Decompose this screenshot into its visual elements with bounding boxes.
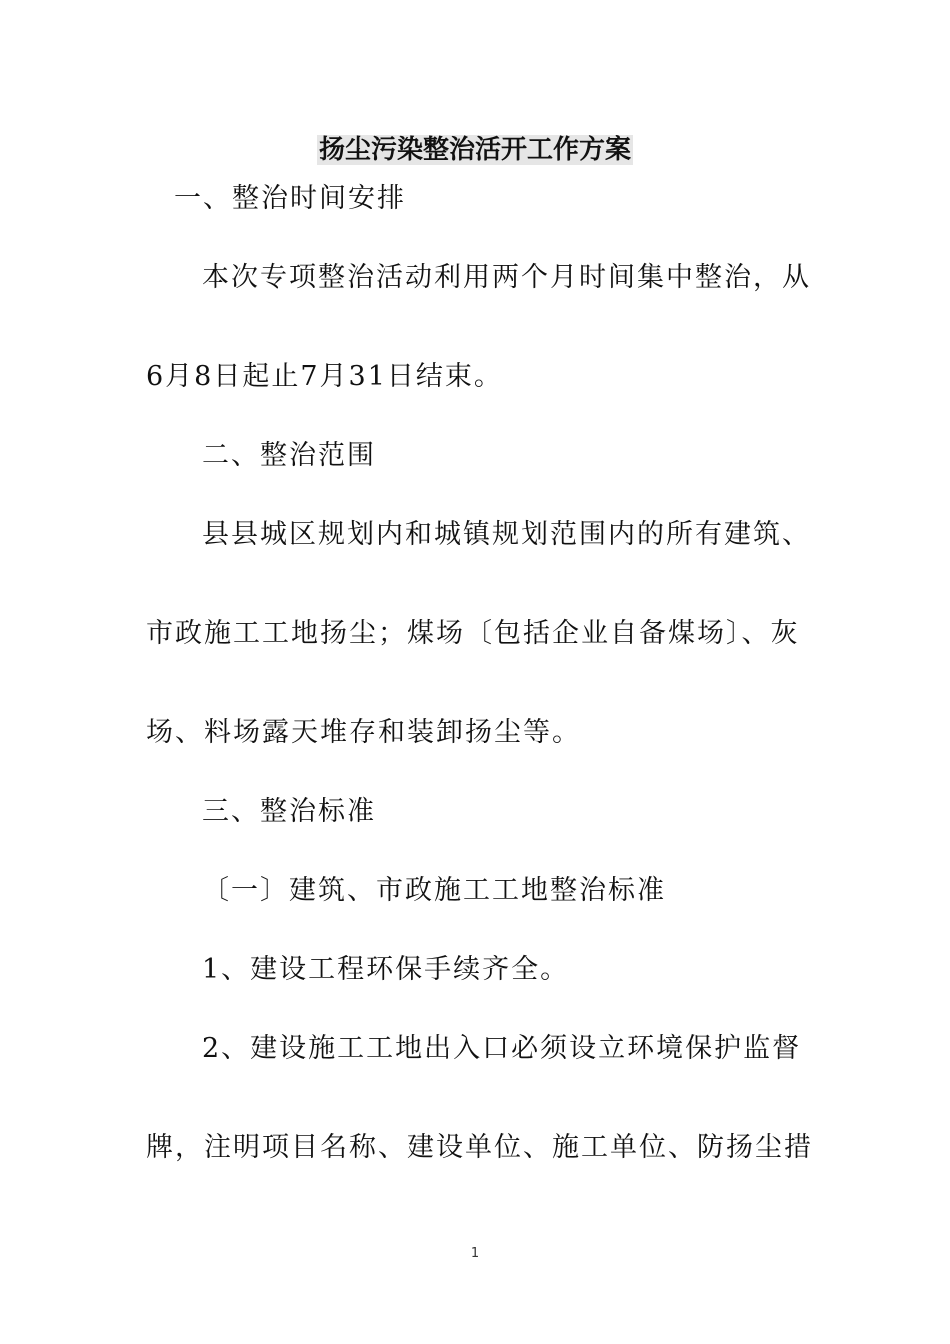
subsection-heading: 〔一〕建筑、市政施工工地整治标准: [202, 875, 666, 906]
page-number: 1: [470, 1246, 480, 1261]
section-heading-schedule: 一、整治时间安排: [174, 183, 406, 214]
document-title-text: 扬尘污染整治活开工作方案: [318, 135, 631, 165]
paragraph-line: 市政施工工地扬尘；煤场〔包括企业自备煤场〕、灰: [146, 618, 800, 649]
paragraph-line: 县县城区规划内和城镇规划范围内的所有建筑、: [202, 519, 811, 550]
section-heading-standard: 三、整治标准: [202, 796, 376, 827]
paragraph-line: 场、料场露天堆存和装卸扬尘等。: [146, 717, 581, 748]
paragraph-line: 牌，注明项目名称、建设单位、施工单位、防扬尘措: [146, 1132, 813, 1163]
section-heading-scope: 二、整治范围: [202, 440, 376, 471]
list-item: 2、建设施工工地出入口必须设立环境保护监督: [202, 1033, 802, 1064]
paragraph-line: 本次专项整治活动利用两个月时间集中整治，从: [202, 262, 811, 293]
paragraph-line: 6月8日起止7月31日结束。: [146, 361, 503, 392]
document-title: [0, 130, 950, 170]
list-item: 1、建设工程环保手续齐全。: [202, 954, 570, 985]
